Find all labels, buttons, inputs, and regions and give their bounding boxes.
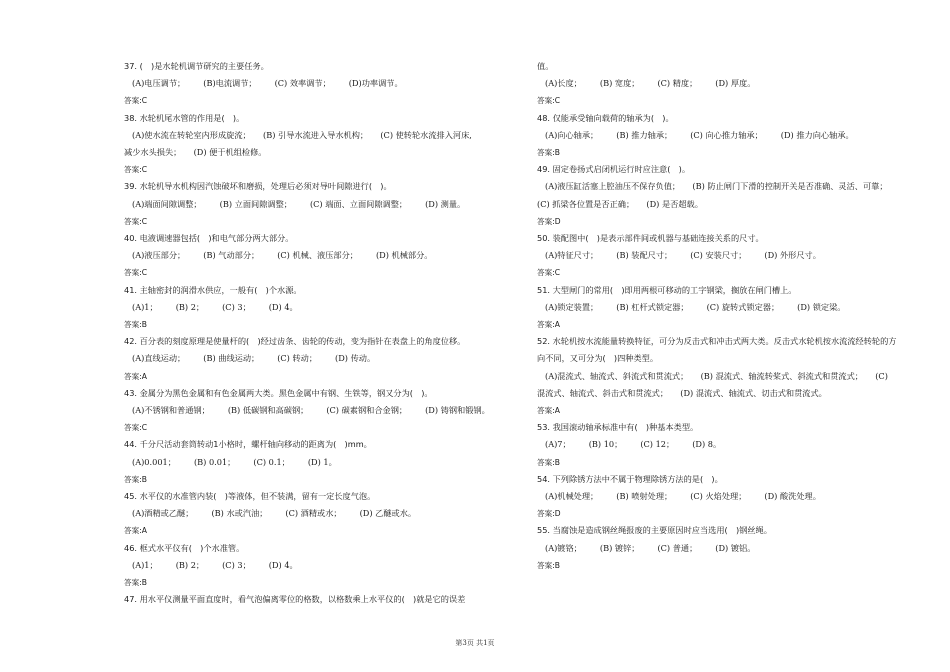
option-item: (B) 立面间隙调整；	[219, 198, 292, 209]
option-item: (A)端面间隙调整；	[132, 198, 202, 209]
option-item: (A)镀铬；	[545, 542, 582, 553]
option-item: (A)液压部分；	[132, 250, 186, 261]
option-item: (C) 效率调节；	[274, 78, 331, 89]
option-item: (D) 乙醚或水。	[359, 508, 417, 519]
question-block	[124, 178, 480, 230]
right-column	[537, 58, 897, 574]
answer-label: 答案:C	[124, 216, 148, 226]
answer-label: 答案:A	[537, 320, 560, 330]
options-row	[537, 540, 897, 557]
options-row	[537, 75, 897, 92]
option-item: (D) 外形尺寸。	[764, 250, 821, 261]
options-row	[124, 75, 480, 92]
options-row	[537, 127, 897, 144]
option-item: (B) 水或汽油；	[211, 508, 268, 519]
question-block	[537, 471, 897, 523]
option-item: (C) 旋转式锁定器；	[706, 301, 780, 312]
option-item: (A)特征尺寸；	[545, 250, 599, 261]
option-item: (C) 火焰处理；	[690, 491, 747, 502]
option-item: (C) 3；	[222, 301, 251, 312]
option-item: (C) 3；	[222, 559, 251, 570]
answer-label: 答案:B	[124, 474, 147, 484]
option-item: (B) 10；	[588, 439, 623, 450]
option-item: (D) 镀铝。	[715, 542, 756, 553]
answer-label: 答案:C	[537, 96, 561, 106]
option-item: (A)酒精或乙醚；	[132, 508, 194, 519]
option-item: (B) 2；	[175, 301, 205, 312]
answer-label: 答案:B	[537, 148, 560, 158]
option-item: (D) 厚度。	[715, 78, 756, 89]
question-block	[537, 333, 897, 419]
question-text: 41. 主轴密封的润滑水供应，一般有( )个水源。	[124, 284, 302, 295]
option-item: (A)不锈钢和普通钢；	[132, 405, 210, 416]
option-item: (B) 2；	[175, 559, 205, 570]
question-block	[124, 436, 480, 488]
question-text: 52. 水轮机按水流能量转换特征，可分为反击式和冲击式两大类。反击式水轮机按水流流经转轮的方向不同，又可分为( )四种类型。	[537, 336, 897, 364]
option-item: (B) 气动部分；	[203, 250, 260, 261]
answer-label: 答案:A	[124, 526, 147, 536]
option-item: (A)电压调节；	[132, 78, 186, 89]
answer-label: 答案:D	[537, 216, 561, 226]
option-item: (B) 0.01；	[193, 456, 236, 467]
options-row	[124, 247, 480, 264]
question-text: 40. 电液调速器包括( )和电气部分两大部分。	[124, 233, 294, 244]
option-item: (B) 宽度；	[599, 78, 640, 89]
question-block	[124, 591, 480, 608]
option-item: (B) 曲线运动；	[203, 353, 260, 364]
question-block	[124, 385, 490, 437]
question-text: 47. 用水平仪测量平面直度时，看气泡偏离零位的格数，以格数乘上水平仪的( )就是它的误差	[124, 594, 466, 605]
question-block	[537, 58, 897, 110]
option-item: (A)直线运动；	[132, 353, 186, 364]
option-item: (B) 装配尺寸；	[616, 250, 673, 261]
option-item: (D) 铸钢和锻钢。	[425, 405, 490, 416]
question-text: 55. 当腐蚀是造成钢丝绳报废的主要原因时应当选用( )钢丝绳。	[537, 525, 772, 536]
option-item: (B) 喷射处理；	[616, 491, 673, 502]
question-block	[124, 540, 480, 592]
left-column	[124, 58, 490, 609]
answer-label: 答案:B	[537, 457, 560, 467]
option-item: (C) 碳素钢和合金钢；	[326, 405, 408, 416]
option-item: (D) 传动。	[335, 353, 376, 364]
option-item: (D) 酸洗处理。	[764, 491, 821, 502]
answer-label: 答案:C	[537, 268, 561, 278]
answer-label: 答案:A	[124, 371, 147, 381]
answer-label: 答案:C	[124, 423, 148, 433]
option-item: (A)机械处理；	[545, 491, 599, 502]
question-text: 44. 千分尺活动套筒转动1小格时，螺杆轴向移动的距离为( )mm。	[124, 439, 372, 450]
option-item: (B)电流调节；	[203, 78, 257, 89]
options-row	[537, 436, 897, 453]
option-item: (D) 4。	[268, 301, 298, 312]
options-row	[124, 350, 480, 367]
option-item: (C) 0.1；	[253, 456, 290, 467]
option-item: (B) 镀锌；	[599, 542, 640, 553]
option-item: (D) 4。	[268, 559, 298, 570]
question-block	[124, 230, 480, 282]
question-block	[124, 58, 480, 110]
option-item: (A)锁定装置；	[545, 301, 599, 312]
options-row	[537, 247, 897, 264]
options-row	[124, 454, 480, 471]
question-text: 48. 仅能承受轴向载荷的轴承为( )。	[537, 112, 674, 123]
answer-label: 答案:C	[124, 268, 148, 278]
options-text: (A)使水流在转轮室内形成旋流； (B) 引导水流进入导水机构； (C) 使转轮水流排入河床,减少水头损失； (D) 便于机组检修。	[124, 129, 472, 158]
question-block	[124, 110, 480, 179]
options-text: (A)混流式、轴流式、斜流式和贯流式； (B) 混流式、轴流转桨式、斜流式和贯流式； (C) 混流式、轴流式、斜击式和贯流式； (D) 混流式、轴流式、切击式和贯流式。	[537, 370, 888, 398]
option-item: (A)1；	[132, 559, 158, 570]
question-block	[124, 488, 480, 540]
option-item: (C) 安装尺寸；	[690, 250, 747, 261]
answer-label: 答案:B	[537, 560, 560, 570]
options-row	[124, 402, 490, 419]
option-item: (A)向心轴承；	[545, 129, 599, 140]
question-text: 53. 我国滚动轴承标准中有( )种基本类型。	[537, 422, 699, 433]
question-text: 49. 固定卷扬式启闭机运行时应注意( )。	[537, 164, 691, 175]
option-item: (D) 锁定梁。	[797, 301, 846, 312]
question-block	[537, 522, 897, 574]
options-row	[124, 505, 480, 522]
option-item: (C) 普通；	[657, 542, 698, 553]
question-text: 38. 水轮机尾水管的作用是( )。	[124, 112, 245, 123]
option-item: (A)0.001；	[132, 456, 176, 467]
option-item: (D) 机械部分。	[375, 250, 433, 261]
option-item: (B) 推力轴承；	[616, 129, 673, 140]
option-item: (B) 低碳钢和高碳钢；	[227, 405, 309, 416]
option-item: (D) 1。	[307, 456, 337, 467]
options-row	[124, 557, 480, 574]
question-text: 51. 大型闸门的常用( )即用两根可移动的工字钢梁，搁放在闸门槽上。	[537, 284, 797, 295]
option-item: (D) 测量。	[425, 198, 466, 209]
question-text: 45. 水平仪的水准管内装( )等液体，但不装满，留有一定长度气泡。	[124, 491, 376, 502]
page-footer: 第3页 共1页	[455, 639, 495, 647]
option-item: (C) 精度；	[657, 78, 698, 89]
options-text: (A)液压缸活塞上腔油压不保存负值； (B) 防止闸门下滑的控制开关是否准确、灵活、可靠；(C) 抓梁各位置是否正确； (D) 是否超载。	[537, 181, 888, 209]
question-block	[537, 161, 897, 230]
option-item: (C) 酒精或水；	[285, 508, 342, 519]
question-block	[537, 282, 897, 334]
option-item: (D) 8。	[692, 439, 722, 450]
option-item: (A)长度；	[545, 78, 582, 89]
option-item: (A)1；	[132, 301, 158, 312]
question-block	[124, 333, 480, 385]
question-text: 37. ( )是水轮机调节研究的主要任务。	[124, 61, 269, 71]
answer-label: 答案:D	[537, 509, 561, 519]
option-item: (C) 转动；	[277, 353, 318, 364]
answer-label: 答案:B	[124, 320, 147, 330]
option-item: (C) 机械、液压部分；	[277, 250, 358, 261]
answer-label: 答案:A	[537, 406, 560, 416]
option-item: (C) 端面、立面间隙调整；	[309, 198, 408, 209]
question-block	[537, 110, 897, 162]
question-text: 42. 百分表的刻度原理是使量杆的( )经过齿条、齿轮的传动，变为指针在表盘上的角度位移。	[124, 336, 466, 347]
option-item: (B) 杠杆式锁定器；	[616, 301, 689, 312]
options-row	[124, 299, 480, 316]
answer-label: 答案:C	[124, 96, 148, 106]
option-item: (C) 12；	[640, 439, 675, 450]
question-text: 50. 装配图中( )是表示部件间或机器与基础连接关系的尺寸。	[537, 233, 764, 244]
answer-label: 答案:C	[124, 165, 148, 175]
question-block	[537, 230, 897, 282]
question-text: 43. 金属分为黑色金属和有色金属两大类。黑色金属中有钢、生铁等，钢又分为( )。	[124, 387, 433, 398]
option-item: (D) 推力向心轴承。	[780, 129, 854, 140]
option-item: (D)功率调节。	[348, 78, 403, 89]
question-text: 39. 水轮机导水机构因汽蚀破坏和磨损，处理后必须对导叶间隙进行( )。	[124, 181, 392, 192]
option-item: (C) 向心推力轴承；	[690, 129, 763, 140]
answer-label: 答案:B	[124, 578, 147, 588]
question-text: 46. 框式水平仪有( )个水准管。	[124, 542, 245, 553]
question-block	[124, 282, 480, 334]
options-row	[537, 299, 897, 316]
question-text: 值。	[537, 61, 554, 71]
options-row	[124, 196, 480, 213]
question-text: 54. 下列除锈方法中不属于物理除锈方法的是( )。	[537, 473, 723, 484]
option-item: (A)7；	[545, 439, 571, 450]
options-row	[537, 488, 897, 505]
question-block	[537, 419, 897, 471]
